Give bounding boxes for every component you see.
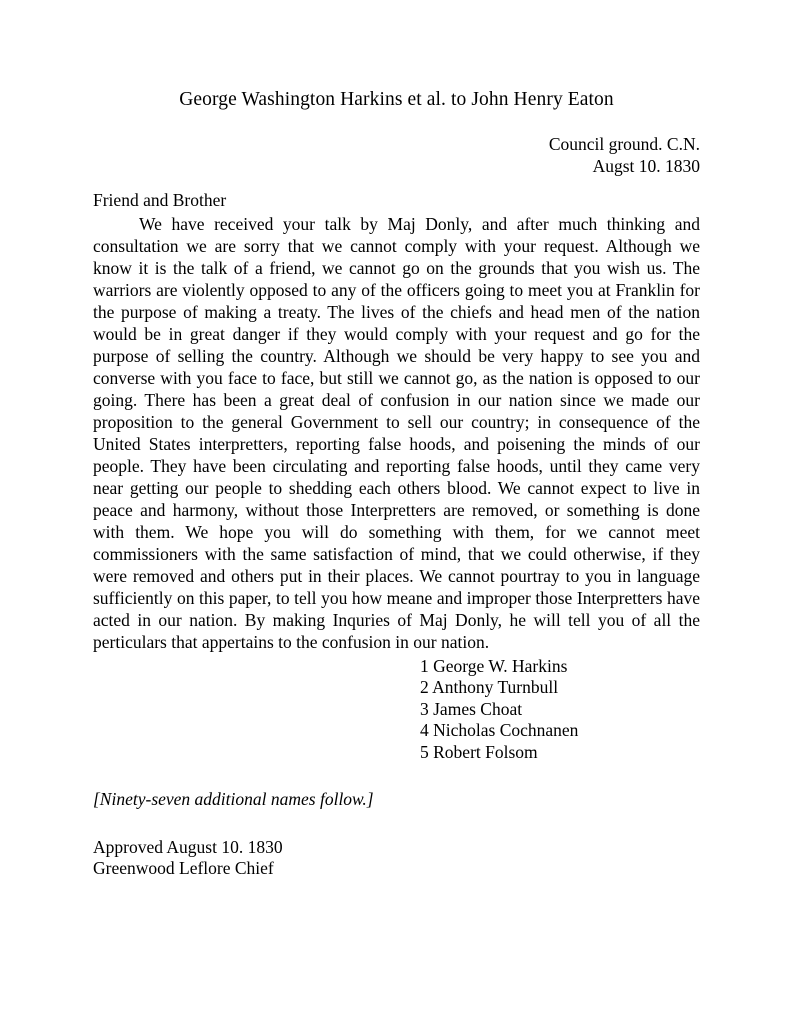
page-title: George Washington Harkins et al. to John Henry Eaton <box>179 89 614 110</box>
letter-body-paragraph: We have received your talk by Maj Donly, and after much thinking and consultation we are sorry that we cannot comply with your request. Although we know it is the talk of a friend, we cannot go on the grounds that you wish us. The warriors are violently opposed to any of the officers going to meet you at Franklin for the purpose of making a treaty. The lives of the chiefs and head men of the nation would be in great danger if they would comply with your request and go for the purpose of selling the country. Although we should be very happy to see you and converse with you face to face, but still we cannot go, as the nation is opposed to our going. There has been a great deal of confusion in our nation since we made our proposition to the general Government to sell our country; in consequence of the United States interpretters, reporting false hoods, and poisening the minds of our people. They have been circulating and reporting false hoods, until they came very near getting our people to shedding each others blood. We cannot expect to live in peace and harmony, without those Interpretters are removed, or something is done with them. We hope you will do something with them, for we cannot meet commissioners with the same satisfaction of mind, that we could otherwise, if they were removed and others put in their places. We cannot pourtray to you in language sufficiently on this paper, to tell you how meane and improper those Interpretters have acted in our nation. By making Inquries of Maj Donly, he will tell you of all the perticulars that appertains to the confusion in our nation. <box>93 213 700 652</box>
dateline-date: Augst 10. 1830 <box>592 155 700 176</box>
list-item: 1 George W. Harkins <box>420 655 568 676</box>
approval-signer: Greenwood Leflore Chief <box>93 858 274 878</box>
approval-date: Approved August 10. 1830 <box>93 836 283 857</box>
list-item: 3 James Choat <box>420 698 523 719</box>
list-item: 5 Robert Folsom <box>420 741 538 762</box>
approval-block <box>93 837 700 880</box>
list-item: 4 Nicholas Cochnanen <box>420 720 579 740</box>
document-body <box>93 0 700 880</box>
dateline <box>93 134 700 177</box>
editorial-note: [Ninety-seven additional names follow.] <box>93 789 374 809</box>
list-item: 2 Anthony Turnbull <box>420 677 559 697</box>
salutation: Friend and Brother <box>93 190 227 210</box>
signatory-list <box>420 656 700 764</box>
dateline-place: Council ground. C.N. <box>548 134 700 154</box>
